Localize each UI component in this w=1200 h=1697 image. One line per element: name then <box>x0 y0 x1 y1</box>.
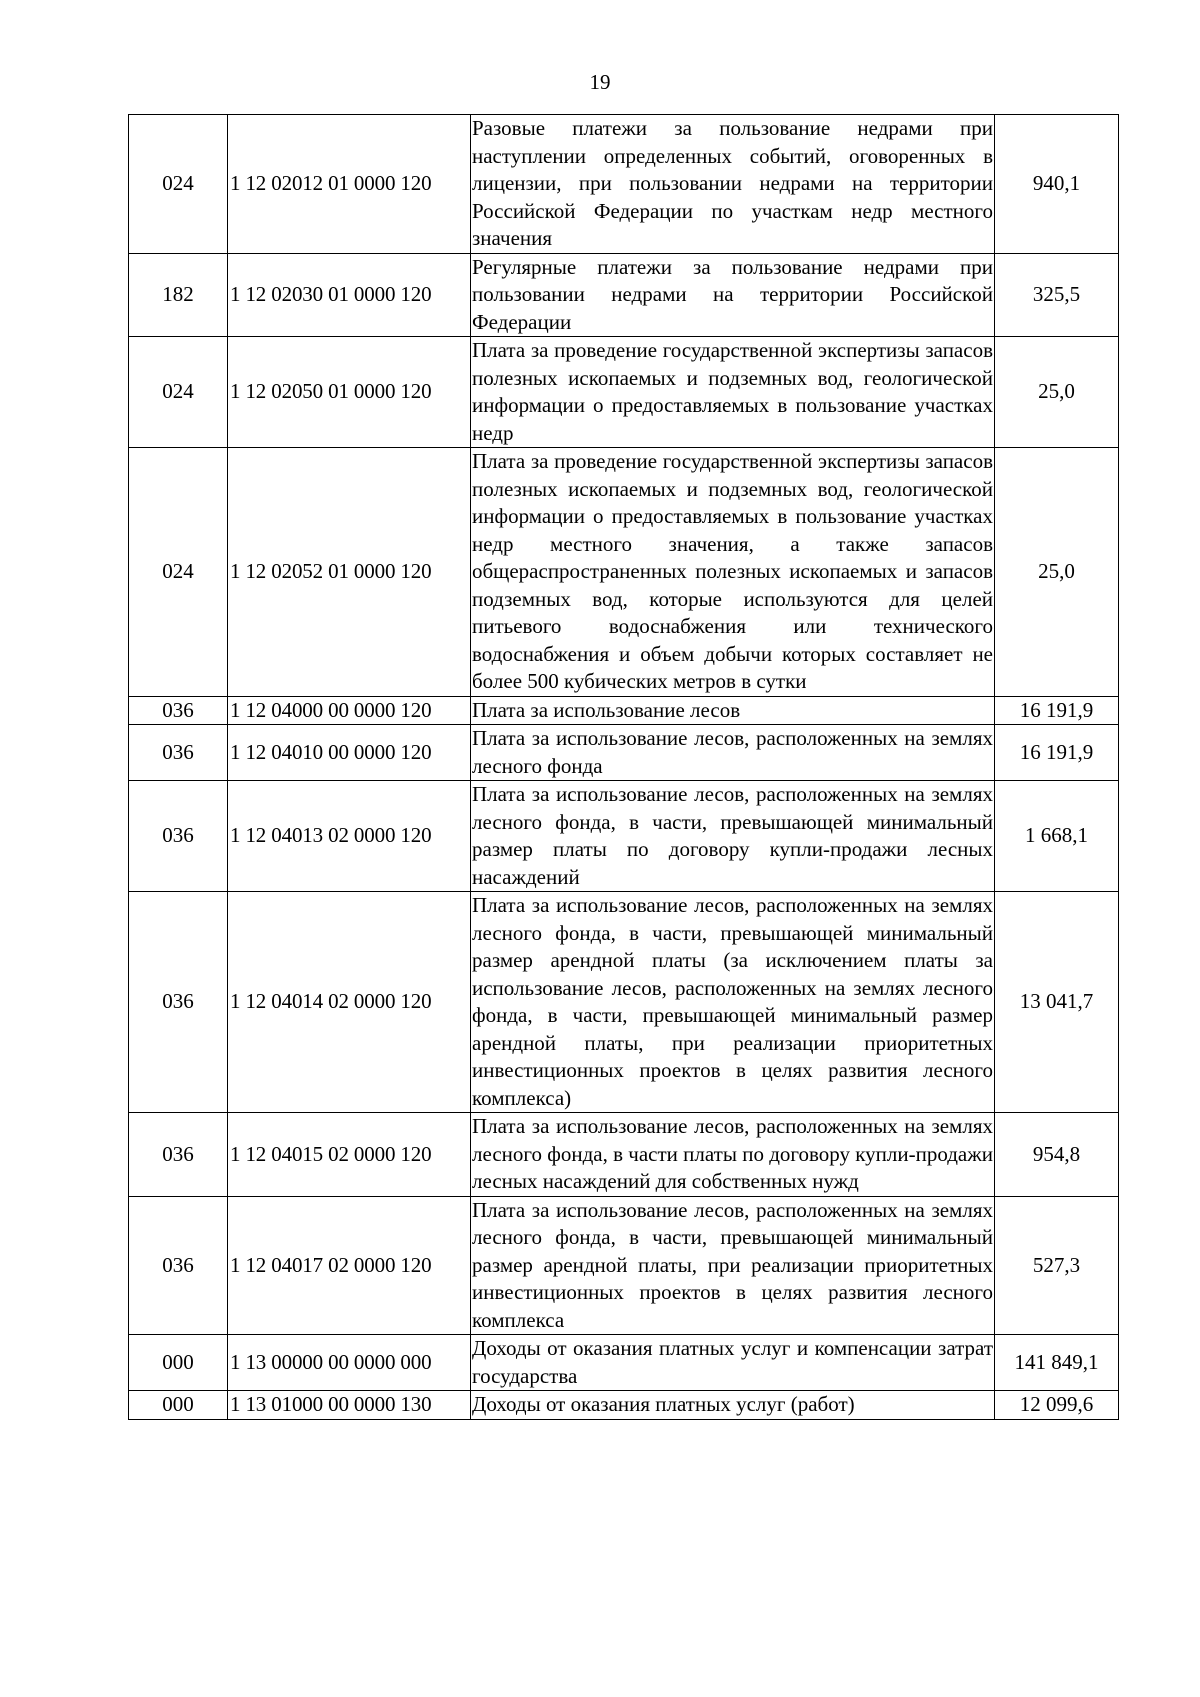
table-row <box>129 337 1119 448</box>
revenue-name-cell: Доходы от оказания платных услуг и компенсации затрат государства <box>471 1335 995 1391</box>
budget-code-cell: 1 12 04000 00 0000 120 <box>228 696 471 725</box>
revenue-name-cell: Плата за использование лесов <box>471 696 995 725</box>
table-row <box>129 1113 1119 1197</box>
revenue-name-cell: Разовые платежи за пользование недрами при наступлении определенных событий, оговоренных в лицензии, при пользовании недрами на территории Российской Федерации по участкам недр местного значения <box>471 115 995 254</box>
revenue-name-cell: Плата за использование лесов, расположенных на землях лесного фонда <box>471 725 995 781</box>
admin-code-cell: 000 <box>129 1335 228 1391</box>
budget-code-cell: 1 12 02012 01 0000 120 <box>228 115 471 254</box>
table-row <box>129 696 1119 725</box>
amount-cell: 16 191,9 <box>995 696 1119 725</box>
admin-code-cell: 000 <box>129 1391 228 1420</box>
admin-code-cell: 024 <box>129 337 228 448</box>
admin-code-cell: 024 <box>129 115 228 254</box>
admin-code-cell: 036 <box>129 696 228 725</box>
amount-cell: 325,5 <box>995 253 1119 337</box>
amount-cell: 527,3 <box>995 1196 1119 1335</box>
budget-code-cell: 1 12 04010 00 0000 120 <box>228 725 471 781</box>
amount-cell: 25,0 <box>995 337 1119 448</box>
budget-code-cell: 1 12 04017 02 0000 120 <box>228 1196 471 1335</box>
budget-code-cell: 1 12 04015 02 0000 120 <box>228 1113 471 1197</box>
table-row <box>129 1335 1119 1391</box>
revenue-name-cell: Регулярные платежи за пользование недрами при пользовании недрами на территории Российской Федерации <box>471 253 995 337</box>
amount-cell: 13 041,7 <box>995 892 1119 1113</box>
revenue-name-cell: Плата за использование лесов, расположенных на землях лесного фонда, в части, превышающей минимальный размер арендной платы (за исключением платы за использование лесов, расположенных на землях лесного фонда, в части, превышающей минимальный размер арендной платы, при реализации приоритетных инвестиционных проектов в целях развития лесного комплекса) <box>471 892 995 1113</box>
revenue-name-cell: Плата за использование лесов, расположенных на землях лесного фонда, в части платы по договору купли-продажи лесных насаждений для собственных нужд <box>471 1113 995 1197</box>
revenue-name-cell: Плата за проведение государственной экспертизы запасов полезных ископаемых и подземных вод, геологической информации о предоставляемых в пользование участках недр местного значения, а также запасов общераспространенных полезных ископаемых и запасов подземных вод, которые используются для целей питьевого водоснабжения или технического водоснабжения и объем добычи которых составляет не более 500 кубических метров в сутки <box>471 448 995 697</box>
amount-cell: 16 191,9 <box>995 725 1119 781</box>
budget-code-cell: 1 12 04013 02 0000 120 <box>228 781 471 892</box>
amount-cell: 954,8 <box>995 1113 1119 1197</box>
budget-code-cell: 1 13 01000 00 0000 130 <box>228 1391 471 1420</box>
budget-code-cell: 1 13 00000 00 0000 000 <box>228 1335 471 1391</box>
admin-code-cell: 036 <box>129 781 228 892</box>
admin-code-cell: 182 <box>129 253 228 337</box>
table-row <box>129 1391 1119 1420</box>
table-row <box>129 448 1119 697</box>
revenue-name-cell: Доходы от оказания платных услуг (работ) <box>471 1391 995 1420</box>
amount-cell: 1 668,1 <box>995 781 1119 892</box>
admin-code-cell: 036 <box>129 892 228 1113</box>
table-row <box>129 115 1119 254</box>
table-row <box>129 1196 1119 1335</box>
admin-code-cell: 036 <box>129 725 228 781</box>
budget-code-cell: 1 12 02052 01 0000 120 <box>228 448 471 697</box>
amount-cell: 141 849,1 <box>995 1335 1119 1391</box>
admin-code-cell: 036 <box>129 1196 228 1335</box>
table-row <box>129 781 1119 892</box>
table-row <box>129 253 1119 337</box>
page-number: 19 <box>589 70 611 94</box>
amount-cell: 940,1 <box>995 115 1119 254</box>
budget-code-cell: 1 12 04014 02 0000 120 <box>228 892 471 1113</box>
budget-code-cell: 1 12 02030 01 0000 120 <box>228 253 471 337</box>
table-row <box>129 725 1119 781</box>
budget-code-cell: 1 12 02050 01 0000 120 <box>228 337 471 448</box>
table-row <box>129 892 1119 1113</box>
revenue-table <box>128 114 1119 1420</box>
revenue-name-cell: Плата за использование лесов, расположенных на землях лесного фонда, в части, превышающей минимальный размер платы по договору купли-продажи лесных насаждений <box>471 781 995 892</box>
revenue-name-cell: Плата за проведение государственной экспертизы запасов полезных ископаемых и подземных вод, геологической информации о предоставляемых в пользование участках недр <box>471 337 995 448</box>
admin-code-cell: 024 <box>129 448 228 697</box>
amount-cell: 12 099,6 <box>995 1391 1119 1420</box>
amount-cell: 25,0 <box>995 448 1119 697</box>
revenue-name-cell: Плата за использование лесов, расположенных на землях лесного фонда, в части, превышающей минимальный размер арендной платы, при реализации приоритетных инвестиционных проектов в целях развития лесного комплекса <box>471 1196 995 1335</box>
admin-code-cell: 036 <box>129 1113 228 1197</box>
